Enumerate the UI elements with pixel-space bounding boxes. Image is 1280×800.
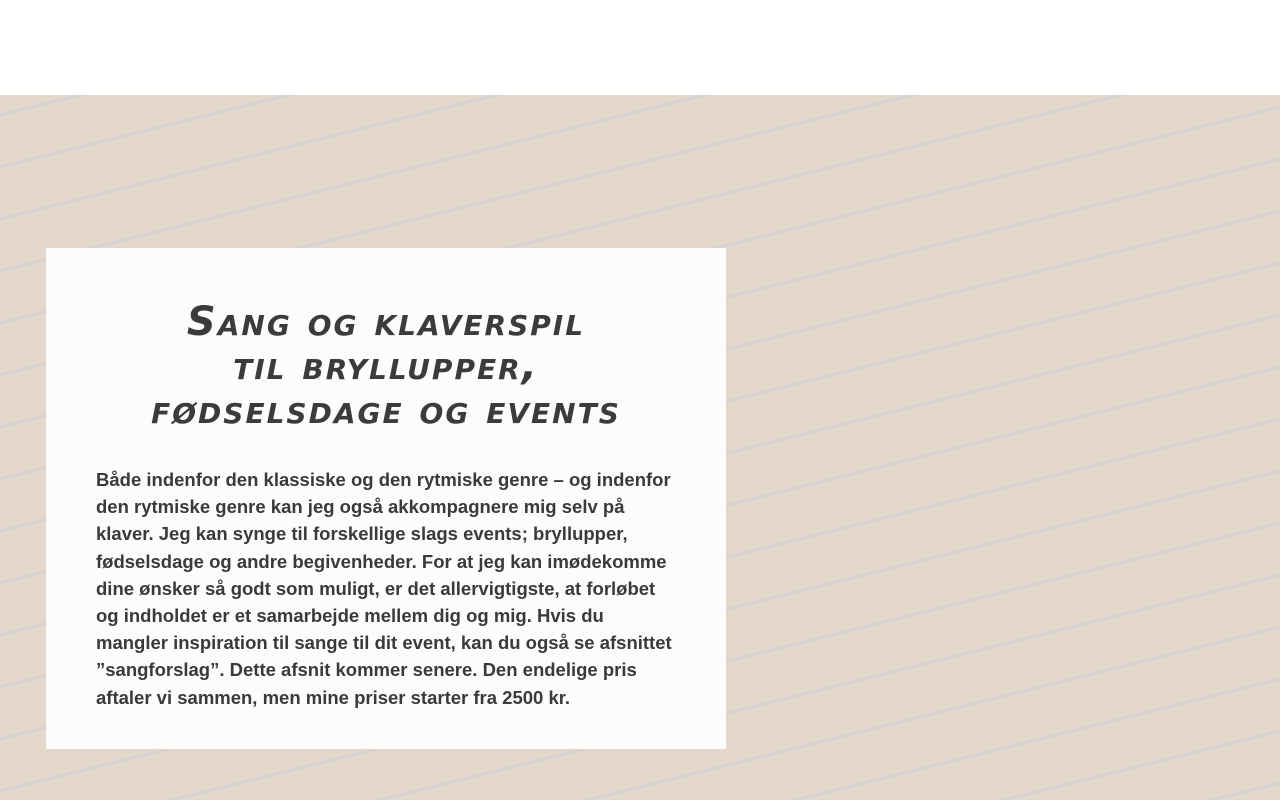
card-body-text: Både indenfor den klassiske og den rytmiske genre – og indenfor den rytmiske genre kan jeg også akkompagnere mig selv på klaver. Jeg kan synge til forskellige slags events; bryllupper, fødselsdage og andre begivenheder. For at jeg kan imødekomme dine ønsker så godt som muligt, er det allervigtigste, at forløbet og indholdet er et samarbejde mellem dig og mig. Hvis du mangler inspiration til sange til dit event, kan du også se afsnittet ”sangforslag”. Dette afsnit kommer senere. Den endelige pris aftaler vi sammen, men mine priser starter fra 2500 kr.: [96, 469, 672, 708]
background-line: [0, 95, 1280, 219]
site-header: [0, 0, 1280, 95]
card-heading-line-3: fødselsdage og events: [151, 387, 621, 433]
card-heading-line-1: Sang og klaverspil: [186, 299, 586, 345]
content-card: [46, 248, 726, 749]
card-heading: [96, 300, 676, 432]
card-heading-line-2: til bryllupper,: [233, 343, 539, 389]
hero-section: [0, 95, 1280, 800]
background-line: [0, 95, 1280, 271]
